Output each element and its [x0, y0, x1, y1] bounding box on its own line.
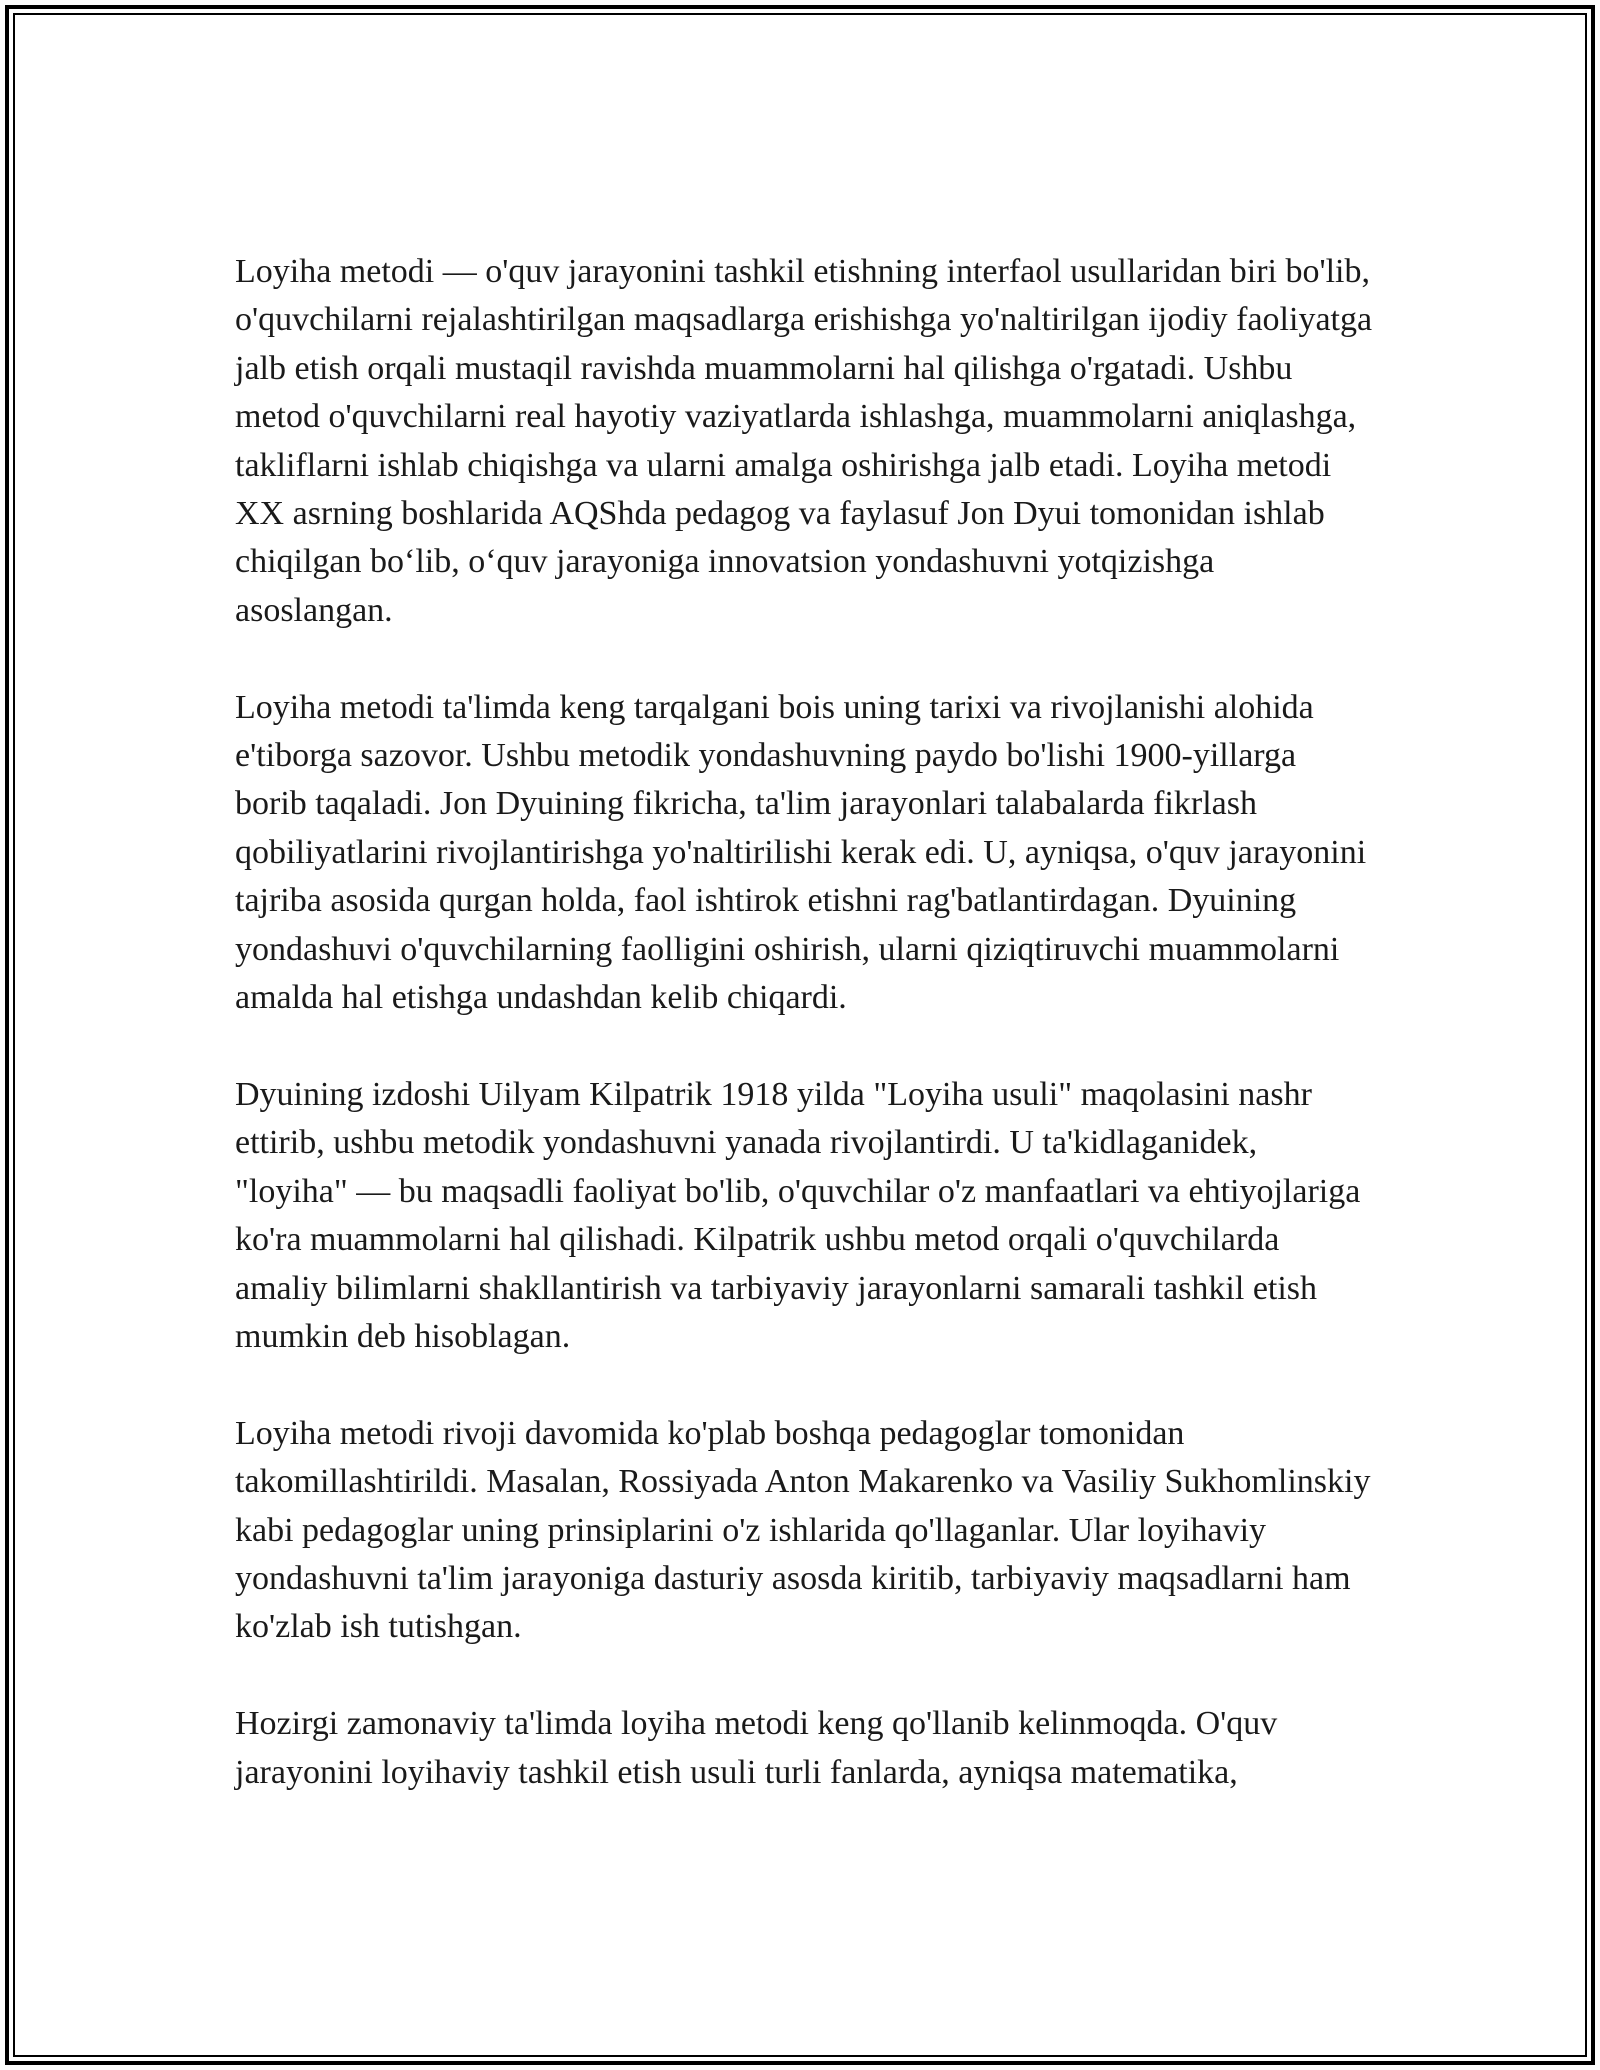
- paragraph-5: Hozirgi zamonaviy ta'limda loyiha metodi keng qo'llanib kelinmoqda. O'quv jarayonini loyihaviy tashkil etish usuli turli fanlarda, ayniqsa matematika,: [235, 1705, 1278, 1791]
- paragraph-1: Loyiha metodi — o'quv jarayonini tashkil etishning interfaol usullaridan biri bo'lib, o'quvchilarni rejalashtirilgan maqsadlarga erishishga yo'naltirilgan ijodiy faoliyatga jalb etish orqali mustaqil ravishda muammolarni hal qilishga o'rgatadi. Ushbu metod o'quvchilarni real hayotiy vaziyatlarda ishlashga, muammolarni aniqlashga, takliflarni ishlab chiqishga va ularni amalga oshirishga jalb etadi. Loyiha metodi XX asrning boshlarida AQShda pedagog va faylasuf Jon Dyui tomonidan ishlab chiqilgan boʻlib, oʻquv jarayoniga innovatsion yondashuvni yotqizishga asoslangan.: [235, 253, 1373, 629]
- paragraph-4: Loyiha metodi rivoji davomida ko'plab boshqa pedagoglar tomonidan takomillashtirildi. Masalan, Rossiyada Anton Makarenko va Vasiliy Sukhomlinskiy kabi pedagoglar uning prinsiplarini o'z ishlarida qo'llaganlar. Ular loyihaviy yondashuvni ta'lim jarayoniga dasturiy asosda kiritib, tarbiyaviy maqsadlarni ham ko'zlab ish tutishgan.: [235, 1414, 1371, 1646]
- document-body: [235, 248, 1375, 1845]
- paragraph-2: Loyiha metodi ta'limda keng tarqalgani bois uning tarixi va rivojlanishi alohida e'tiborga sazovor. Ushbu metodik yondashuvning paydo bo'lishi 1900-yillarga borib taqaladi. Jon Dyuining fikricha, ta'lim jarayonlari talabalarda fikrlash qobiliyatlarini rivojlantirishga yo'naltirilishi kerak edi. U, ayniqsa, o'quv jarayonini tajriba asosida qurgan holda, faol ishtirok etishni rag'batlantirdagan. Dyuining yondashuvi o'quvchilarning faolligini oshirish, ularni qiziqtiruvchi muammolarni amalda hal etishga undashdan kelib chiqardi.: [235, 688, 1367, 1017]
- paragraph-3: Dyuining izdoshi Uilyam Kilpatrik 1918 yilda "Loyiha usuli" maqolasini nashr ettirib, ushbu metodik yondashuvni yanada rivojlantirdi. U ta'kidlaganidek, "loyiha" — bu maqsadli faoliyat bo'lib, o'quvchilar o'z manfaatlari va ehtiyojlariga ko'ra muammolarni hal qilishadi. Kilpatrik ushbu metod orqali o'quvchilarda amaliy bilimlarni shakllantirish va tarbiyaviy jarayonlarni samarali tashkil etish mumkin deb hisoblagan.: [235, 1075, 1361, 1355]
